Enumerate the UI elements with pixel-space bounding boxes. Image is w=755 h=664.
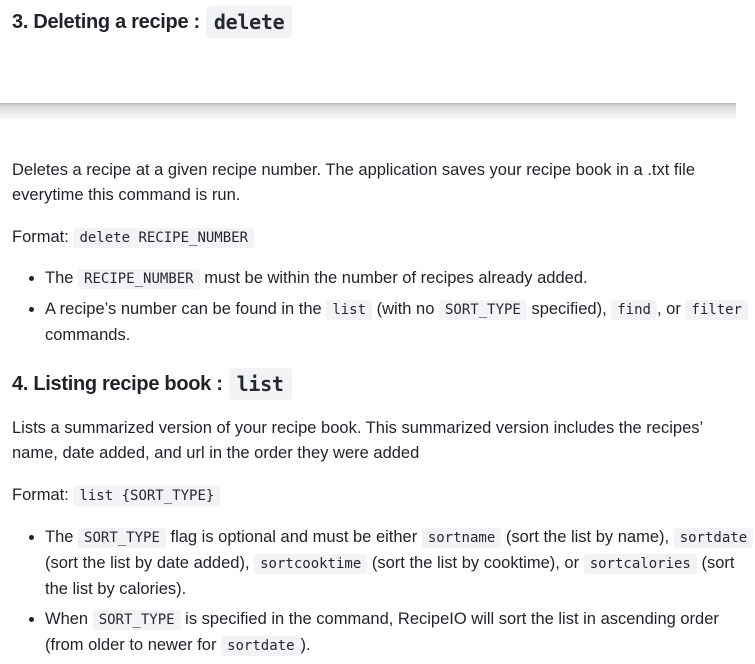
- bullet-text: (with no: [376, 300, 435, 318]
- inline-code: sortdate: [674, 528, 753, 548]
- section-4-description: Lists a summarized version of your recipe book. This summarized version includes the recipes’ name, date added, and url in the order they were added: [12, 419, 703, 462]
- bullet-text: (sort the list by cooktime), or: [371, 554, 580, 572]
- inline-code: sortname: [422, 528, 501, 548]
- format-label: Format:: [12, 486, 69, 504]
- section-4-bullets: [12, 525, 755, 664]
- section-4-heading-text: 4. Listing recipe book :: [12, 372, 223, 395]
- inline-code: find: [611, 300, 657, 320]
- bullet-text: commands.: [45, 326, 131, 344]
- section-3-bullets: [12, 266, 755, 353]
- inline-code: sortdate: [221, 636, 300, 656]
- bullet-text: A recipe’s number can be found in the: [45, 300, 322, 318]
- list-item: [45, 525, 755, 602]
- bullet-text: must be within the number of recipes already added.: [204, 269, 588, 287]
- bullet-text: (sort the list by name),: [505, 528, 670, 546]
- section-3-heading-command: delete: [206, 6, 292, 38]
- inline-code: RECIPE_NUMBER: [78, 269, 200, 289]
- section-4-heading-command: list: [229, 368, 292, 400]
- section-3-format: [12, 225, 254, 251]
- section-3-description: Deletes a recipe at a given recipe number. The application saves your recipe book in a .txt file everytime this command is run.: [12, 161, 695, 204]
- bullet-text: The: [45, 269, 74, 287]
- bullet-text: (sort the list by calories).: [45, 554, 735, 598]
- list-item: [45, 266, 755, 292]
- inline-code: sortcalories: [584, 554, 697, 574]
- section-3-heading-text: 3. Deleting a recipe :: [12, 10, 200, 33]
- page-divider: [0, 103, 736, 119]
- bullet-text: is specified in the command, RecipeIO will sort the list in ascending order (from older to newer for: [45, 610, 719, 654]
- format-code: list {SORT_TYPE}: [73, 486, 220, 506]
- inline-code: SORT_TYPE: [78, 528, 166, 548]
- format-code: delete RECIPE_NUMBER: [73, 228, 254, 248]
- inline-code: SORT_TYPE: [93, 610, 181, 630]
- bullet-text: , or: [656, 300, 681, 318]
- format-label: Format:: [12, 228, 69, 246]
- section-4-format: [12, 483, 220, 509]
- bullet-text: When: [45, 610, 89, 628]
- list-item: [45, 297, 755, 348]
- bullet-text: flag is optional and must be either: [170, 528, 418, 546]
- inline-code: filter: [685, 300, 748, 320]
- section-3-heading: [12, 6, 292, 38]
- inline-code: list: [326, 300, 372, 320]
- bullet-text: (sort the list by date added),: [45, 554, 250, 572]
- bullet-text: ).: [300, 636, 311, 654]
- bullet-text: The: [45, 528, 74, 546]
- bullet-text: specified),: [531, 300, 607, 318]
- list-item: [45, 607, 755, 659]
- section-4-heading: [12, 368, 292, 400]
- inline-code: SORT_TYPE: [439, 300, 527, 320]
- inline-code: sortcooktime: [254, 554, 367, 574]
